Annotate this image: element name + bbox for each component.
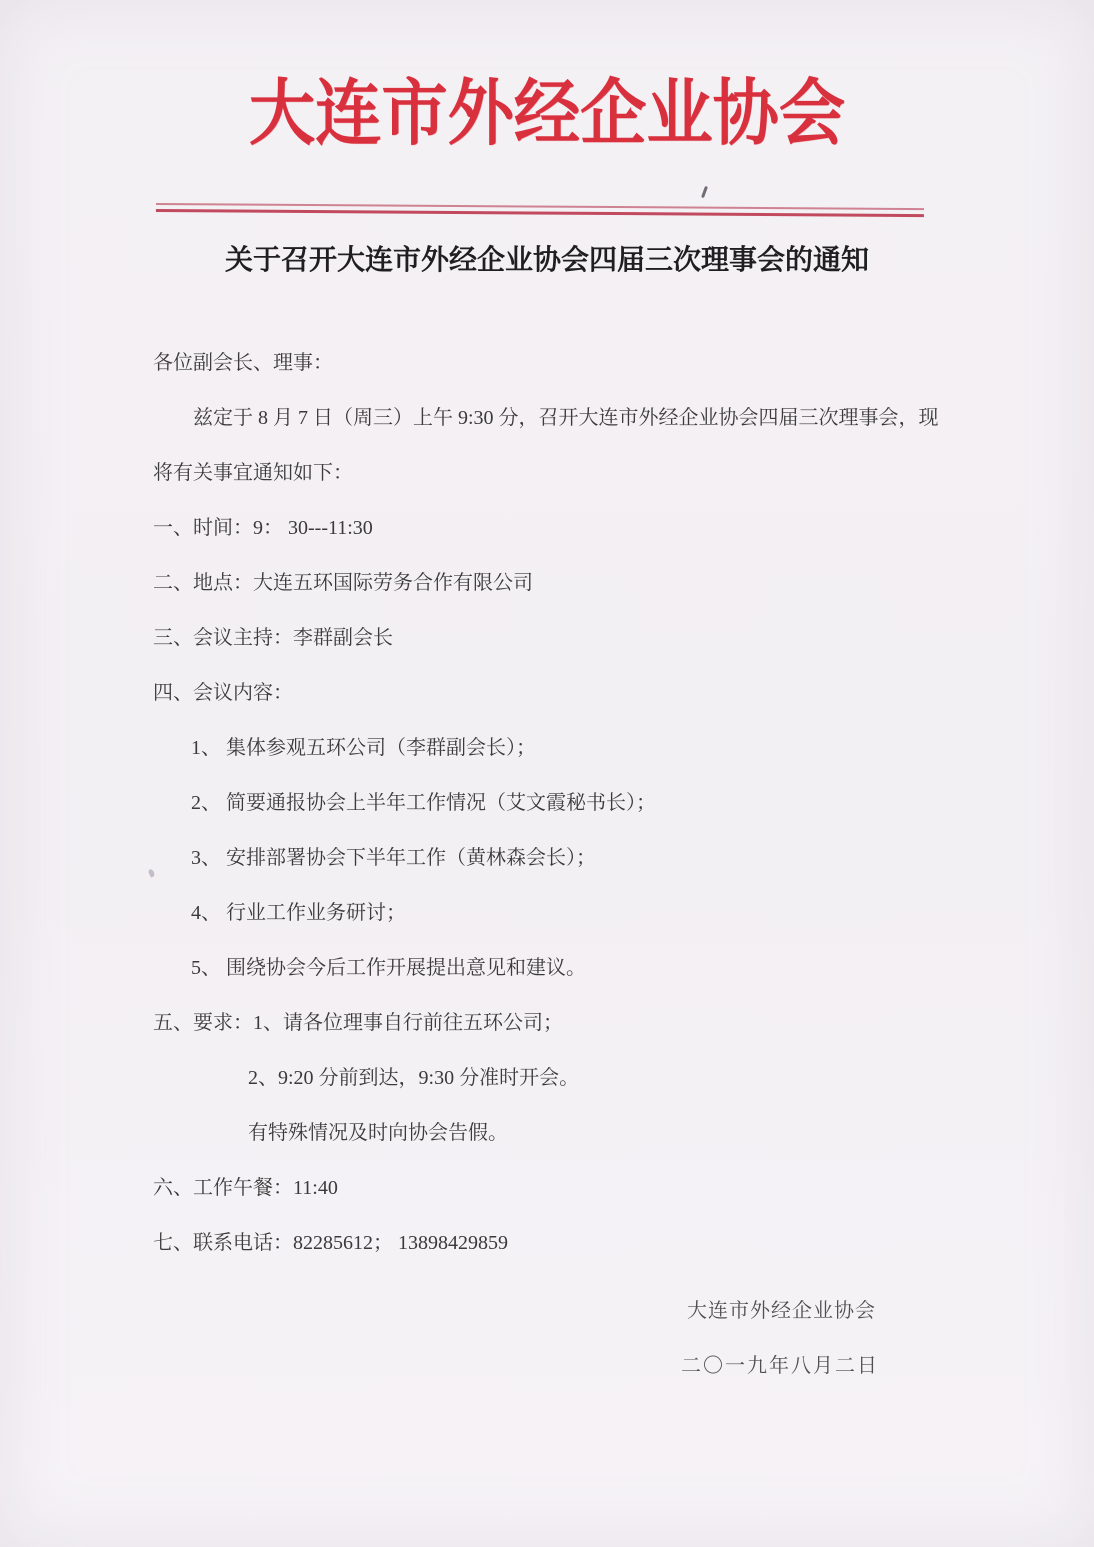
- signature-org: 大连市外经企业协会: [687, 1300, 876, 1322]
- section-time: 一、时间：9： 30---11:30: [153, 517, 373, 539]
- notice-title: 关于召开大连市外经企业协会四届三次理事会的通知: [224, 245, 869, 276]
- section-host: 三、会议主持：李群副会长: [153, 627, 393, 649]
- requirement-arrival: 2、9:20 分前到达，9:30 分准时开会。: [248, 1067, 580, 1089]
- agenda-item-2: 2、 简要通报协会上半年工作情况（艾文霞秘书长）；: [191, 792, 656, 814]
- agenda-item-4: 4、 行业工作业务研讨；: [191, 902, 406, 924]
- intro-line-1: 兹定于 8 月 7 日（周三）上午 9:30 分，召开大连市外经企业协会四届三次理事会，现: [193, 407, 939, 429]
- section-requirements: 五、要求：1、请各位理事自行前往五环公司；: [153, 1012, 563, 1034]
- section-agenda: 四、会议内容：: [153, 682, 293, 704]
- salutation: 各位副会长、理事：: [153, 352, 333, 374]
- letterhead-title: 大连市外经企业协会: [248, 74, 846, 154]
- agenda-item-5: 5、 围绕协会今后工作开展提出意见和建议。: [191, 957, 586, 979]
- section-phone: 七、联系电话：82285612； 13898429859: [153, 1232, 508, 1254]
- requirement-leave-note: 有特殊情况及时向协会告假。: [248, 1122, 508, 1144]
- scan-artifact-tick: [701, 186, 708, 198]
- section-lunch: 六、工作午餐：11:40: [153, 1177, 338, 1199]
- section-location: 二、地点：大连五环国际劳务合作有限公司: [153, 572, 533, 594]
- agenda-item-3: 3、 安排部署协会下半年工作（黄林森会长）；: [191, 847, 596, 869]
- agenda-item-1: 1、 集体参观五环公司（李群副会长）；: [191, 737, 536, 759]
- signature-date: 二〇一九年八月二日: [681, 1355, 879, 1377]
- notice-body: [153, 336, 1003, 1271]
- letterhead-rule: [156, 203, 924, 217]
- intro-line-2: 将有关事宜通知如下：: [153, 462, 353, 484]
